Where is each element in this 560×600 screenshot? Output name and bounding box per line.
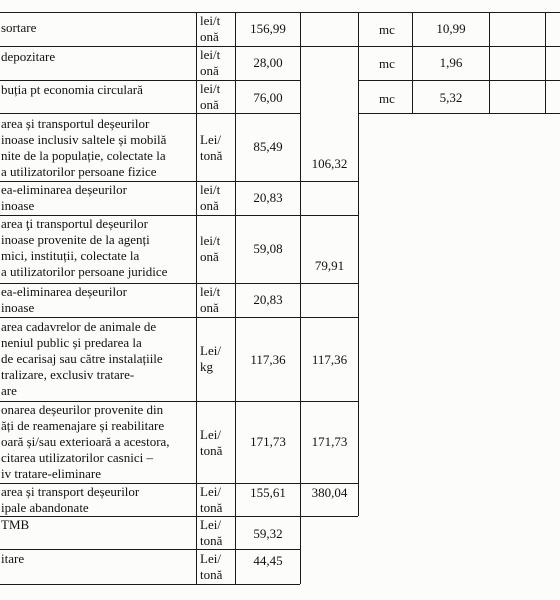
row-description: oară și/sau exterioară a acestora, — [1, 434, 170, 449]
row-description: inoase inclusiv saltele și mobilă — [1, 132, 167, 147]
table-rule — [358, 12, 359, 516]
row-price: 59,32 — [253, 526, 283, 541]
row-price: 156,99 — [250, 21, 286, 36]
row-unit: Lei/ — [200, 484, 221, 499]
row-mc-label: mc — [379, 22, 395, 37]
row-description: ipale abandonate — [1, 500, 89, 515]
row-description: citarea utilizatorilor casnici – — [1, 450, 153, 465]
row-price: 59,08 — [253, 241, 283, 256]
row-price: 28,00 — [253, 55, 283, 70]
row-description: inoase provenite de la agenți — [1, 232, 150, 247]
row-total: 380,04 — [311, 485, 348, 500]
row-price: 20,83 — [253, 190, 283, 205]
row-description: de ecarisaj sau către instalațiile — [1, 351, 163, 366]
row-description: area cadavrelor de animale de — [1, 319, 157, 334]
table-rule — [0, 549, 300, 550]
row-description: mici, instituții, colectate la — [1, 248, 140, 263]
table-rule — [0, 584, 300, 585]
table-rule — [0, 317, 358, 318]
row-unit: onă — [200, 198, 219, 213]
row-unit: lei/t — [200, 233, 221, 248]
row-price: 117,36 — [250, 352, 286, 367]
row-price: 76,00 — [253, 90, 283, 105]
row-unit: onă — [200, 249, 219, 264]
row-description: depozitare — [1, 49, 56, 64]
row-description: area și transportul deșeurilor — [1, 116, 150, 131]
row-unit: kg — [200, 359, 213, 374]
row-unit: onă — [200, 63, 219, 78]
table-rule — [196, 12, 197, 584]
row-description: ea-eliminarea deșeurilor — [1, 182, 127, 197]
row-description: ăți de reamenajare și reabilitare — [1, 418, 165, 433]
group-total-legal: 79,91 — [314, 258, 345, 273]
row-mc-value: 10,99 — [436, 21, 466, 36]
row-description: buția pt economia circulară — [1, 82, 143, 97]
row-description: nite de la populație, colectate la — [1, 148, 166, 163]
row-mc-label: mc — [379, 56, 395, 71]
row-unit: lei/t — [200, 182, 221, 197]
row-description: ea-eliminarea deșeurilor — [1, 284, 127, 299]
row-description: a utilizatorilor persoane fizice — [1, 164, 157, 179]
row-unit: tonă — [200, 148, 223, 163]
row-price: 20,83 — [253, 292, 283, 307]
row-description: itare — [1, 551, 25, 566]
row-description: are — [1, 383, 17, 398]
row-mc-value: 1,96 — [439, 55, 463, 70]
row-description: area și transport deșeurilor — [1, 484, 140, 499]
row-unit: lei/t — [200, 47, 221, 62]
table-rule — [0, 113, 301, 114]
table-rule — [358, 113, 560, 114]
table-rule — [0, 516, 358, 517]
row-mc-value: 5,32 — [439, 90, 463, 105]
row-total: 117,36 — [311, 352, 348, 367]
row-description: inoase — [1, 198, 35, 213]
row-unit: tonă — [200, 533, 223, 548]
table-rule — [358, 80, 560, 81]
row-unit: onă — [200, 29, 219, 44]
row-unit: lei/t — [200, 81, 221, 96]
row-unit: tonă — [200, 567, 223, 582]
row-mc-label: mc — [379, 91, 395, 106]
table-rule — [0, 46, 560, 47]
group-total-household: 106,32 — [311, 156, 348, 171]
row-description: area ţi transportul deșeurilor — [1, 216, 148, 231]
row-unit: tonă — [200, 443, 223, 458]
table-rule — [489, 12, 490, 113]
row-price: 85,49 — [253, 139, 283, 154]
row-unit: Lei/ — [200, 427, 221, 442]
row-unit: lei/t — [200, 284, 221, 299]
row-description: neniul public și predarea la — [1, 335, 142, 350]
row-price: 171,73 — [250, 434, 286, 449]
row-price: 155,61 — [250, 485, 286, 500]
row-unit: Lei/ — [200, 551, 221, 566]
row-description: iv tratare-eliminare — [1, 466, 101, 481]
row-description: tralizare, exclusiv tratare- — [1, 367, 135, 382]
table-rule — [545, 12, 546, 113]
row-unit: Lei/ — [200, 517, 221, 532]
table-rule — [0, 12, 560, 13]
row-unit: onă — [200, 300, 219, 315]
row-description: TMB — [1, 517, 30, 532]
row-description: a utilizatorilor persoane juridice — [1, 264, 168, 279]
row-unit: tonă — [200, 500, 223, 515]
row-description: sortare — [1, 20, 37, 35]
row-unit: Lei/ — [200, 132, 221, 147]
row-price: 44,45 — [253, 553, 283, 568]
row-unit: onă — [200, 97, 219, 112]
row-description: onarea deșeurilor provenite din — [1, 402, 164, 417]
row-total: 171,73 — [311, 434, 348, 449]
row-unit: lei/t — [200, 13, 221, 28]
row-unit: Lei/ — [200, 343, 221, 358]
table-rule — [0, 80, 301, 81]
row-description: inoase — [1, 300, 35, 315]
